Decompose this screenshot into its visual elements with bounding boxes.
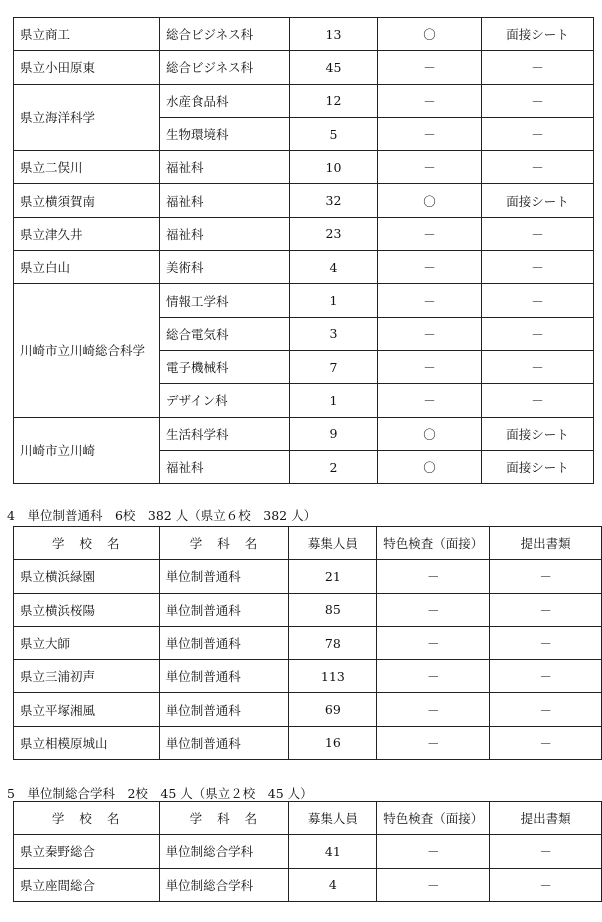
header-school: 学 校 名 — [14, 802, 160, 835]
feature-exam-cell: 〇 — [378, 450, 482, 483]
enrollment-count-cell: 1 — [290, 284, 378, 317]
required-docs-cell: － — [490, 593, 602, 626]
required-docs-cell: － — [490, 835, 602, 868]
enrollment-count-cell: 41 — [289, 835, 377, 868]
required-docs-cell: － — [482, 350, 594, 383]
school-name-cell: 県立秦野総合 — [14, 835, 160, 868]
feature-exam-cell: － — [377, 693, 490, 726]
feature-exam-cell: － — [378, 117, 482, 150]
school-name-cell: 川崎市立川崎総合科学 — [14, 284, 160, 417]
department-cell: 電子機械科 — [160, 350, 290, 383]
header-docs: 提出書類 — [490, 802, 602, 835]
department-cell: 単位制総合学科 — [159, 868, 289, 901]
enrollment-count-cell: 3 — [290, 317, 378, 350]
enrollment-count-cell: 45 — [290, 51, 378, 84]
enrollment-count-cell: 23 — [290, 217, 378, 250]
school-name-cell: 県立大師 — [14, 626, 160, 659]
school-name-cell: 県立横須賀南 — [14, 184, 160, 217]
department-cell: 生物環境科 — [160, 117, 290, 150]
table-row — [14, 626, 602, 659]
school-name-cell: 県立商工 — [14, 18, 160, 51]
header-count: 募集人員 — [289, 527, 377, 560]
table-header — [14, 527, 602, 560]
feature-exam-cell: － — [378, 317, 482, 350]
required-docs-cell: － — [490, 626, 602, 659]
feature-exam-cell: － — [378, 384, 482, 417]
feature-exam-cell: 〇 — [378, 18, 482, 51]
table-row — [14, 593, 602, 626]
department-cell: 美術科 — [160, 251, 290, 284]
admissions-table-continued — [13, 17, 594, 484]
feature-exam-cell: － — [378, 251, 482, 284]
department-cell: 単位制普通科 — [159, 726, 289, 759]
school-name-cell: 県立座間総合 — [14, 868, 160, 901]
feature-exam-cell: － — [378, 284, 482, 317]
required-docs-cell: － — [482, 317, 594, 350]
feature-exam-cell: － — [377, 868, 490, 901]
school-name-cell: 県立平塚湘風 — [14, 693, 160, 726]
table-row — [14, 217, 594, 250]
feature-exam-cell: － — [377, 593, 490, 626]
header-feature: 特色検査（面接） — [377, 527, 490, 560]
required-docs-cell: － — [482, 117, 594, 150]
enrollment-count-cell: 78 — [289, 626, 377, 659]
department-cell: 単位制普通科 — [159, 660, 289, 693]
school-name-cell: 県立二俣川 — [14, 151, 160, 184]
required-docs-cell: － — [482, 217, 594, 250]
enrollment-count-cell: 13 — [290, 18, 378, 51]
table-body — [14, 560, 602, 760]
enrollment-count-cell: 2 — [290, 450, 378, 483]
department-cell: デザイン科 — [160, 384, 290, 417]
feature-exam-cell: － — [377, 835, 490, 868]
required-docs-cell: － — [482, 284, 594, 317]
feature-exam-cell: － — [378, 84, 482, 117]
enrollment-count-cell: 16 — [289, 726, 377, 759]
feature-exam-cell: － — [378, 217, 482, 250]
header-docs: 提出書類 — [490, 527, 602, 560]
table-row — [14, 151, 594, 184]
table-row — [14, 84, 594, 117]
required-docs-cell: － — [490, 868, 602, 901]
table-row — [14, 18, 594, 51]
enrollment-count-cell: 1 — [290, 384, 378, 417]
school-name-cell: 県立相模原城山 — [14, 726, 160, 759]
header-count: 募集人員 — [289, 802, 377, 835]
required-docs-cell: 面接シート — [482, 450, 594, 483]
required-docs-cell: 面接シート — [482, 417, 594, 450]
feature-exam-cell: － — [377, 660, 490, 693]
table-row — [14, 660, 602, 693]
department-cell: 情報工学科 — [160, 284, 290, 317]
required-docs-cell: － — [482, 84, 594, 117]
feature-exam-cell: － — [378, 350, 482, 383]
required-docs-cell: － — [490, 560, 602, 593]
enrollment-count-cell: 12 — [290, 84, 378, 117]
section-5-title: 5 単位制総合学科 2校 45 人（県立２校 45 人） — [7, 786, 313, 801]
table-row — [14, 693, 602, 726]
school-name-cell: 川崎市立川崎 — [14, 417, 160, 484]
unit-system-general-table — [13, 526, 602, 760]
required-docs-cell: － — [482, 251, 594, 284]
table-row — [14, 417, 594, 450]
enrollment-count-cell: 69 — [289, 693, 377, 726]
department-cell: 単位制普通科 — [159, 560, 289, 593]
table-row — [14, 251, 594, 284]
required-docs-cell: － — [482, 151, 594, 184]
department-cell: 単位制総合学科 — [159, 835, 289, 868]
table-row — [14, 726, 602, 759]
header-dept: 学 科 名 — [159, 802, 289, 835]
feature-exam-cell: － — [377, 626, 490, 659]
department-cell: 単位制普通科 — [159, 693, 289, 726]
department-cell: 単位制普通科 — [159, 593, 289, 626]
required-docs-cell: 面接シート — [482, 18, 594, 51]
enrollment-count-cell: 5 — [290, 117, 378, 150]
department-cell: 福祉科 — [160, 184, 290, 217]
required-docs-cell: － — [482, 384, 594, 417]
feature-exam-cell: 〇 — [378, 184, 482, 217]
header-row — [14, 527, 602, 560]
enrollment-count-cell: 21 — [289, 560, 377, 593]
header-school: 学 校 名 — [14, 527, 160, 560]
enrollment-count-cell: 4 — [290, 251, 378, 284]
school-name-cell: 県立横浜桜陽 — [14, 593, 160, 626]
department-cell: 総合ビジネス科 — [160, 18, 290, 51]
table-row — [14, 284, 594, 317]
table-body — [14, 18, 594, 484]
school-name-cell: 県立白山 — [14, 251, 160, 284]
enrollment-count-cell: 9 — [290, 417, 378, 450]
department-cell: 総合ビジネス科 — [160, 51, 290, 84]
department-cell: 福祉科 — [160, 217, 290, 250]
enrollment-count-cell: 113 — [289, 660, 377, 693]
table-header — [14, 802, 602, 835]
feature-exam-cell: － — [377, 726, 490, 759]
department-cell: 水産食品科 — [160, 84, 290, 117]
header-row — [14, 802, 602, 835]
header-feature: 特色検査（面接） — [377, 802, 490, 835]
department-cell: 総合電気科 — [160, 317, 290, 350]
required-docs-cell: － — [490, 693, 602, 726]
enrollment-count-cell: 10 — [290, 151, 378, 184]
header-dept: 学 科 名 — [159, 527, 289, 560]
required-docs-cell: － — [490, 726, 602, 759]
school-name-cell: 県立津久井 — [14, 217, 160, 250]
department-cell: 単位制普通科 — [159, 626, 289, 659]
enrollment-count-cell: 32 — [290, 184, 378, 217]
feature-exam-cell: 〇 — [378, 417, 482, 450]
feature-exam-cell: － — [378, 51, 482, 84]
table-row — [14, 51, 594, 84]
feature-exam-cell: － — [377, 560, 490, 593]
school-name-cell: 県立海洋科学 — [14, 84, 160, 151]
required-docs-cell: － — [482, 51, 594, 84]
department-cell: 生活科学科 — [160, 417, 290, 450]
table-body — [14, 835, 602, 902]
feature-exam-cell: － — [378, 151, 482, 184]
school-name-cell: 県立横浜緑園 — [14, 560, 160, 593]
enrollment-count-cell: 85 — [289, 593, 377, 626]
department-cell: 福祉科 — [160, 450, 290, 483]
required-docs-cell: 面接シート — [482, 184, 594, 217]
unit-system-integrated-table — [13, 801, 602, 902]
required-docs-cell: － — [490, 660, 602, 693]
school-name-cell: 県立小田原東 — [14, 51, 160, 84]
table-row — [14, 184, 594, 217]
enrollment-count-cell: 4 — [289, 868, 377, 901]
department-cell: 福祉科 — [160, 151, 290, 184]
enrollment-count-cell: 7 — [290, 350, 378, 383]
table-row — [14, 868, 602, 901]
table-row — [14, 835, 602, 868]
school-name-cell: 県立三浦初声 — [14, 660, 160, 693]
section-4-title: 4 単位制普通科 6校 382 人（県立６校 382 人） — [7, 508, 317, 523]
table-row — [14, 560, 602, 593]
